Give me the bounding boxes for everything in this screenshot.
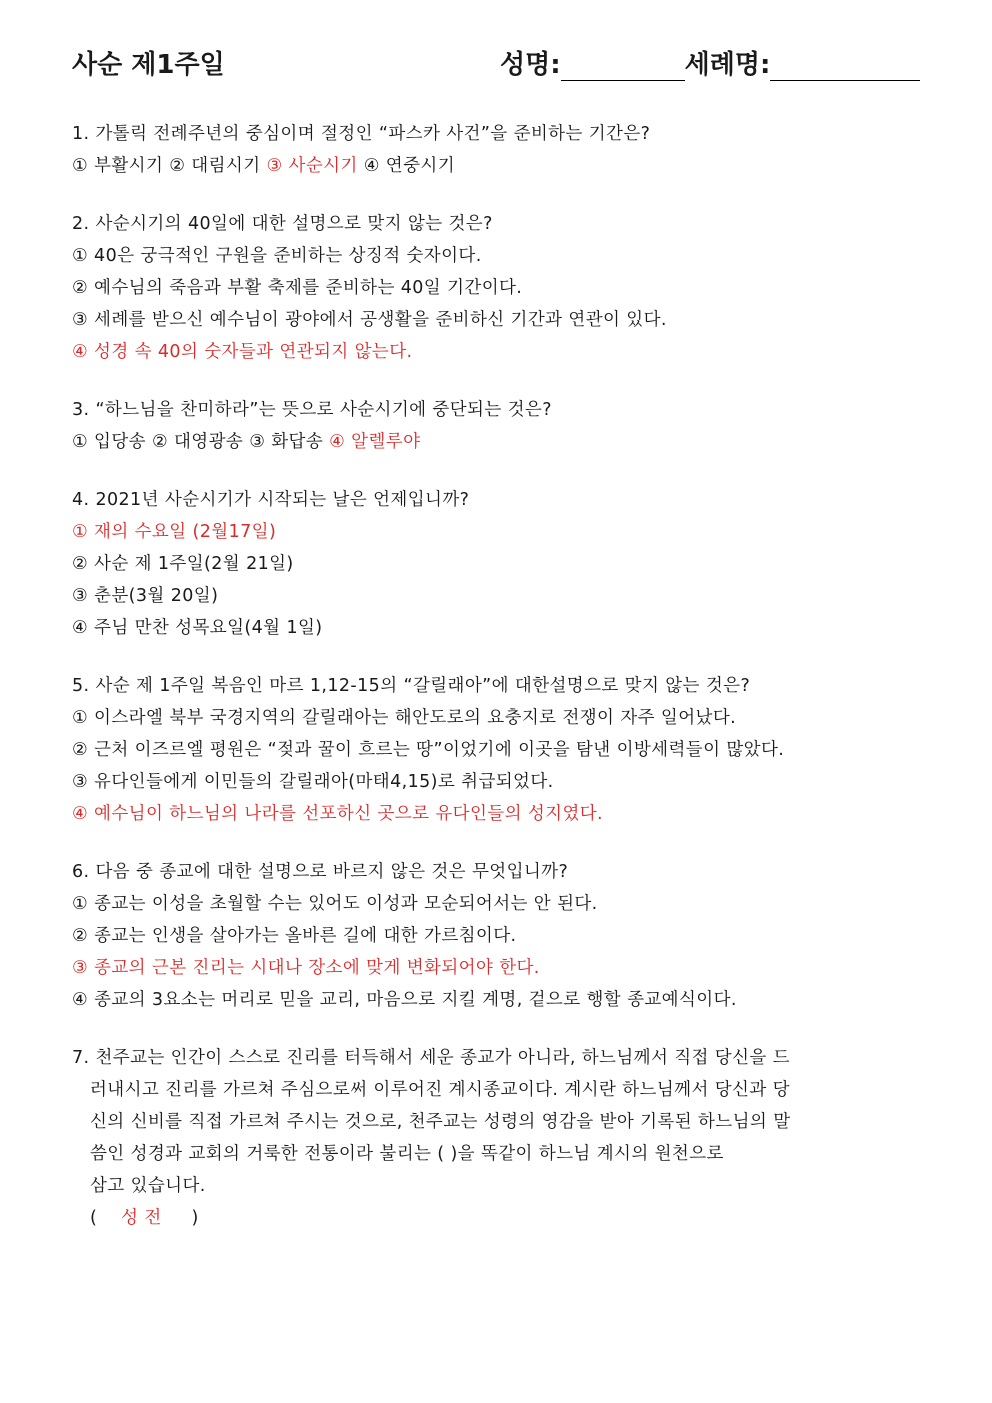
question-7 [72,1042,932,1234]
option: ③ 세례를 받으신 예수님이 광야에서 공생활을 준비하신 기간과 연관이 있다. [72,310,667,330]
question-text-line: 7. 천주교는 인간이 스스로 진리를 터득해서 세운 종교가 아니라, 하느님께서 직접 당신을 드 [72,1048,790,1068]
question-2 [72,208,932,368]
question-text: 3. “하느님을 찬미하라”는 뜻으로 사순시기에 중단되는 것은? [72,400,552,420]
option: ① 40은 궁극적인 구원을 준비하는 상징적 숫자이다. [72,246,482,266]
correct-option: ④ 알렐루야 [329,432,421,452]
option: ① 종교는 이성을 초월할 수는 있어도 이성과 모순되어서는 안 된다. [72,894,598,914]
question-text: 1. 가톨릭 전례주년의 중심이며 절정인 “파스카 사건”을 준비하는 기간은? [72,124,651,144]
option: ④ 종교의 3요소는 머리로 믿을 교리, 마음으로 지킬 계명, 겉으로 행할 종교예식이다. [72,990,737,1010]
options-row [72,426,932,458]
question-text: 2. 사순시기의 40일에 대한 설명으로 맞지 않는 것은? [72,214,493,234]
question-text: 4. 2021년 사순시기가 시작되는 날은 언제입니까? [72,490,470,510]
options-row [72,150,932,182]
baptism-name-label: 세례명: [684,50,771,80]
header [72,44,912,84]
question-text-line: 신의 신비를 직접 가르쳐 주시는 것으로, 천주교는 성령의 영감을 받아 기록된 하느님의 말 [90,1112,791,1132]
name-label: 성명: [500,50,561,80]
questions [72,118,932,1234]
correct-option: ④ 예수님이 하느님의 나라를 선포하신 곳으로 유다인들의 성지였다. [72,804,604,824]
question-6 [72,856,932,1016]
option: ② 대영광송 [151,432,244,452]
question-text-line: 삼고 있습니다. [90,1176,206,1196]
question-text-line: 러내시고 진리를 가르쳐 주심으로써 이루어진 계시종교이다. 계시란 하느님께서 당신과 당 [90,1080,790,1100]
answer-text: 성 전 [121,1208,162,1228]
answer-paren-close: ) [161,1208,199,1228]
question-3 [72,394,932,458]
option: ① 부활시기 [72,156,164,176]
correct-option: ③ 사순시기 [266,156,358,176]
name-fields [500,44,920,81]
question-5 [72,670,932,830]
name-blank[interactable] [561,52,685,81]
option: ② 종교는 인생을 살아가는 올바른 길에 대한 가르침이다. [72,926,517,946]
correct-option: ③ 종교의 근본 진리는 시대나 장소에 맞게 변화되어야 한다. [72,958,540,978]
option: ① 이스라엘 북부 국경지역의 갈릴래아는 해안도로의 요충지로 전쟁이 자주 일어났다. [72,708,737,728]
correct-option: ① 재의 수요일 (2월17일) [72,522,277,542]
page-title: 사순 제1주일 [72,50,225,80]
correct-option: ④ 성경 속 40의 숫자들과 연관되지 않는다. [72,342,413,362]
answer-line [72,1202,932,1234]
option: ① 입당송 [72,432,146,452]
question-4 [72,484,932,644]
option: ③ 유다인들에게 이민들의 갈릴래아(마태4,15)로 취급되었다. [72,772,554,792]
option: ③ 춘분(3월 20일) [72,586,219,606]
option: ② 근처 이즈르엘 평원은 “젖과 꿀이 흐르는 땅”이었기에 이곳을 탐낸 이방세력들이 많았다. [72,740,785,760]
option: ④ 연중시기 [363,156,456,176]
option: ② 예수님의 죽음과 부활 축제를 준비하는 40일 기간이다. [72,278,523,298]
answer-paren-open: ( [90,1208,122,1228]
question-1 [72,118,932,182]
option: ④ 주님 만찬 성목요일(4월 1일) [72,618,323,638]
question-text: 6. 다음 중 종교에 대한 설명으로 바르지 않은 것은 무엇입니까? [72,862,569,882]
question-text-line: 씀인 성경과 교회의 거룩한 전통이라 불리는 ( )을 똑같이 하느님 계시의 원천으로 [90,1144,724,1164]
option: ② 대림시기 [169,156,261,176]
question-text: 5. 사순 제 1주일 복음인 마르 1,12-15의 “갈릴래아”에 대한설명으로 맞지 않는 것은? [72,676,751,696]
baptism-name-blank[interactable] [770,52,920,81]
option: ② 사순 제 1주일(2월 21일) [72,554,294,574]
option: ③ 화답송 [249,432,324,452]
